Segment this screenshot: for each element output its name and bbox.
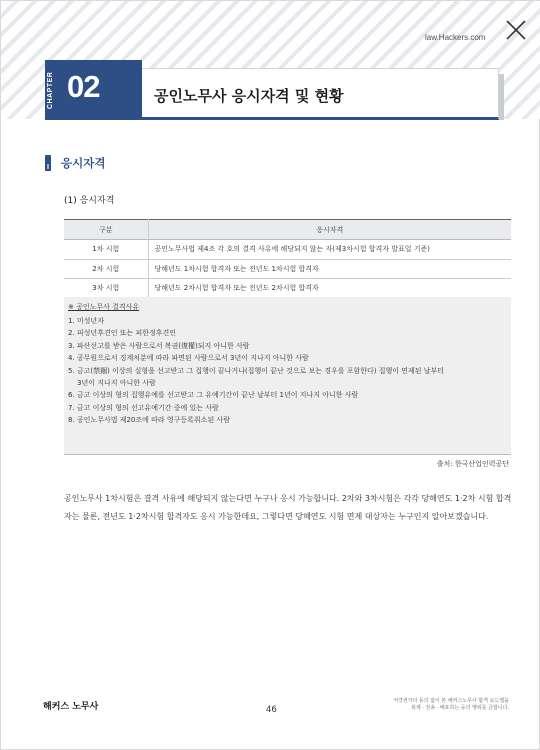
qualification-table [64,219,511,299]
list-item-continuation: 3년이 지나지 아니한 사람 [77,379,156,388]
footer-notice-line: 저작권자의 동의 없이 본 해커스노무사 합격 로드맵을 [393,698,509,704]
table-cell: 공인노무사법 제4조 각 호의 결격 사유에 해당되지 않는 자(제3차시험 합격자 발표일 기준) [148,240,511,260]
table-row [64,259,511,279]
list-item: 7. 금고 이상의 형의 선고유예기간 중에 있는 사람 [68,403,219,412]
table-header-row [64,220,511,240]
section-bookmark-icon [45,155,51,171]
page-number: 46 [266,705,277,715]
footer-copyright-notice [393,698,509,712]
table-row [64,279,511,299]
close-icon[interactable] [505,19,527,41]
list-item: 5. 금고(禁錮) 이상의 실형을 선고받고 그 집행이 끝나거나(집행이 끝난 것으로 보는 경우를 포함한다) 집행이 면제된 날부터 [68,366,445,375]
body-paragraph: 공인노무사 1차시험은 결격 사유에 해당되지 않는다면 누구나 응시 가능합니다. 2차와 3차시험은 각각 당해연도 1·2차 시험 합격자는 물론, 전년도 1·2차시험 합격자도 응시 가능한데요, 그렇다면 당해연도 시험 면제 대상자는 누구인지 알아보겠습니다. [64,494,512,521]
list-item: 4. 공무원으로서 징계처분에 따라 파면된 사람으로서 3년이 지나지 아니한 사람 [68,354,309,363]
subsection-title: (1) 응시자격 [64,196,115,206]
list-item: 3. 파산선고를 받은 사람으로서 복권(復權)되지 아니한 사람 [68,341,250,350]
table-cell: 2차 시험 [64,259,148,279]
table-row [64,240,511,260]
source-note: 출처: 한국산업인력공단 [436,460,509,468]
list-item: 6. 금고 이상의 형의 집행유예를 선고받고 그 유예기간이 끝난 날부터 1년이 지나지 아니한 사람 [68,391,359,400]
table-cell: 당해년도 1차시험 합격자 또는 전년도 1차시험 합격자 [148,259,511,279]
disqualification-box [64,297,511,455]
disqualification-heading: ※ 공인노무사 결격사유 [68,303,140,311]
table-cell: 3차 시험 [64,279,148,299]
chapter-number: 02 [67,69,100,104]
list-item: 2. 피성년후견인 또는 피한정후견인 [68,329,177,338]
page-title: 공인노무사 응시자격 및 현황 [154,87,344,105]
table-header-cell: 응시자격 [148,220,511,240]
footer-brand-logo: 해커스 노무사 [43,702,99,712]
table-cell: 당해년도 2차시험 합격자 또는 전년도 2차시험 합격자 [148,279,511,299]
list-item: 8. 공인노무사법 제20조에 따라 영구등록취소된 사람 [68,416,230,425]
chapter-label: CHAPTER [47,71,54,109]
footer-notice-line: 복제 · 전송 · 배포하는 등의 행위를 금합니다. [410,705,509,711]
table-header-cell: 구분 [64,220,148,240]
list-item: 1. 미성년자 [68,317,104,325]
table-cell: 1차 시험 [64,240,148,260]
site-url: law.Hackers.com [425,33,486,42]
section-title: 응시자격 [61,156,106,170]
